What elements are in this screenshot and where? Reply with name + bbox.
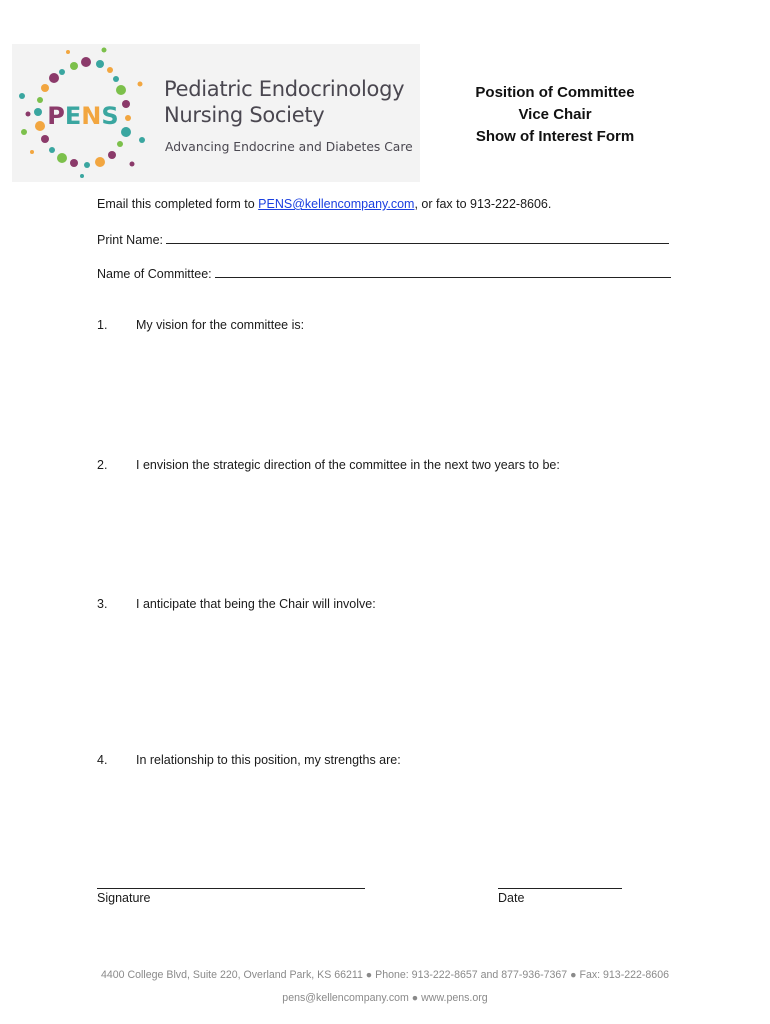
question-text: In relationship to this position, my strengths are:: [136, 753, 401, 767]
question-3: [97, 597, 376, 611]
org-name: [164, 76, 424, 128]
footer-address: 4400 College Blvd, Suite 220, Overland Park, KS 66211 ● Phone: 913-222-8657 and 877-936-7367 ● Fax: 913-222-8606: [101, 969, 669, 981]
print-name-field[interactable]: [166, 232, 669, 244]
question-number: 3.: [97, 597, 108, 611]
pens-logo-mark-icon: [12, 44, 162, 182]
email-link[interactable]: PENS@kellencompany.com: [258, 197, 415, 211]
question-number: 2.: [97, 458, 108, 472]
question-2: [97, 458, 560, 472]
print-name-label: Print Name:: [97, 233, 163, 247]
svg-text:PENS: PENS: [47, 102, 119, 130]
org-tagline: Advancing Endocrine and Diabetes Care: [165, 140, 413, 154]
org-name-line2: Nursing Society: [164, 103, 325, 127]
form-title: [440, 82, 670, 148]
question-text: My vision for the committee is:: [136, 318, 305, 332]
title-line-3: Show of Interest Form: [475, 128, 635, 145]
question-text: I anticipate that being the Chair will involve:: [136, 597, 376, 611]
committee-row: [97, 266, 671, 281]
instructions-prefix: Email this completed form to: [97, 197, 259, 211]
question-number: 1.: [97, 318, 108, 332]
title-line-1: Position of Committee: [475, 84, 635, 101]
date-line[interactable]: [498, 887, 622, 889]
title-line-2: Vice Chair: [518, 106, 592, 123]
print-name-row: [97, 232, 669, 247]
question-4: [97, 753, 401, 767]
signature-label: Signature: [97, 891, 151, 905]
question-number: 4.: [97, 753, 108, 767]
org-name-line1: Pediatric Endocrinology: [164, 77, 405, 101]
instructions: [97, 197, 551, 211]
date-label: Date: [498, 891, 525, 905]
pens-logo: [12, 44, 420, 182]
committee-label: Name of Committee:: [97, 267, 212, 281]
signature-line[interactable]: [97, 887, 365, 889]
question-text: I envision the strategic direction of the committee in the next two years to be:: [136, 458, 560, 472]
footer-contact: pens@kellencompany.com ● www.pens.org: [282, 992, 488, 1004]
committee-field[interactable]: [215, 266, 671, 278]
instructions-suffix: , or fax to 913-222-8606.: [414, 197, 552, 211]
question-1: [97, 318, 304, 332]
